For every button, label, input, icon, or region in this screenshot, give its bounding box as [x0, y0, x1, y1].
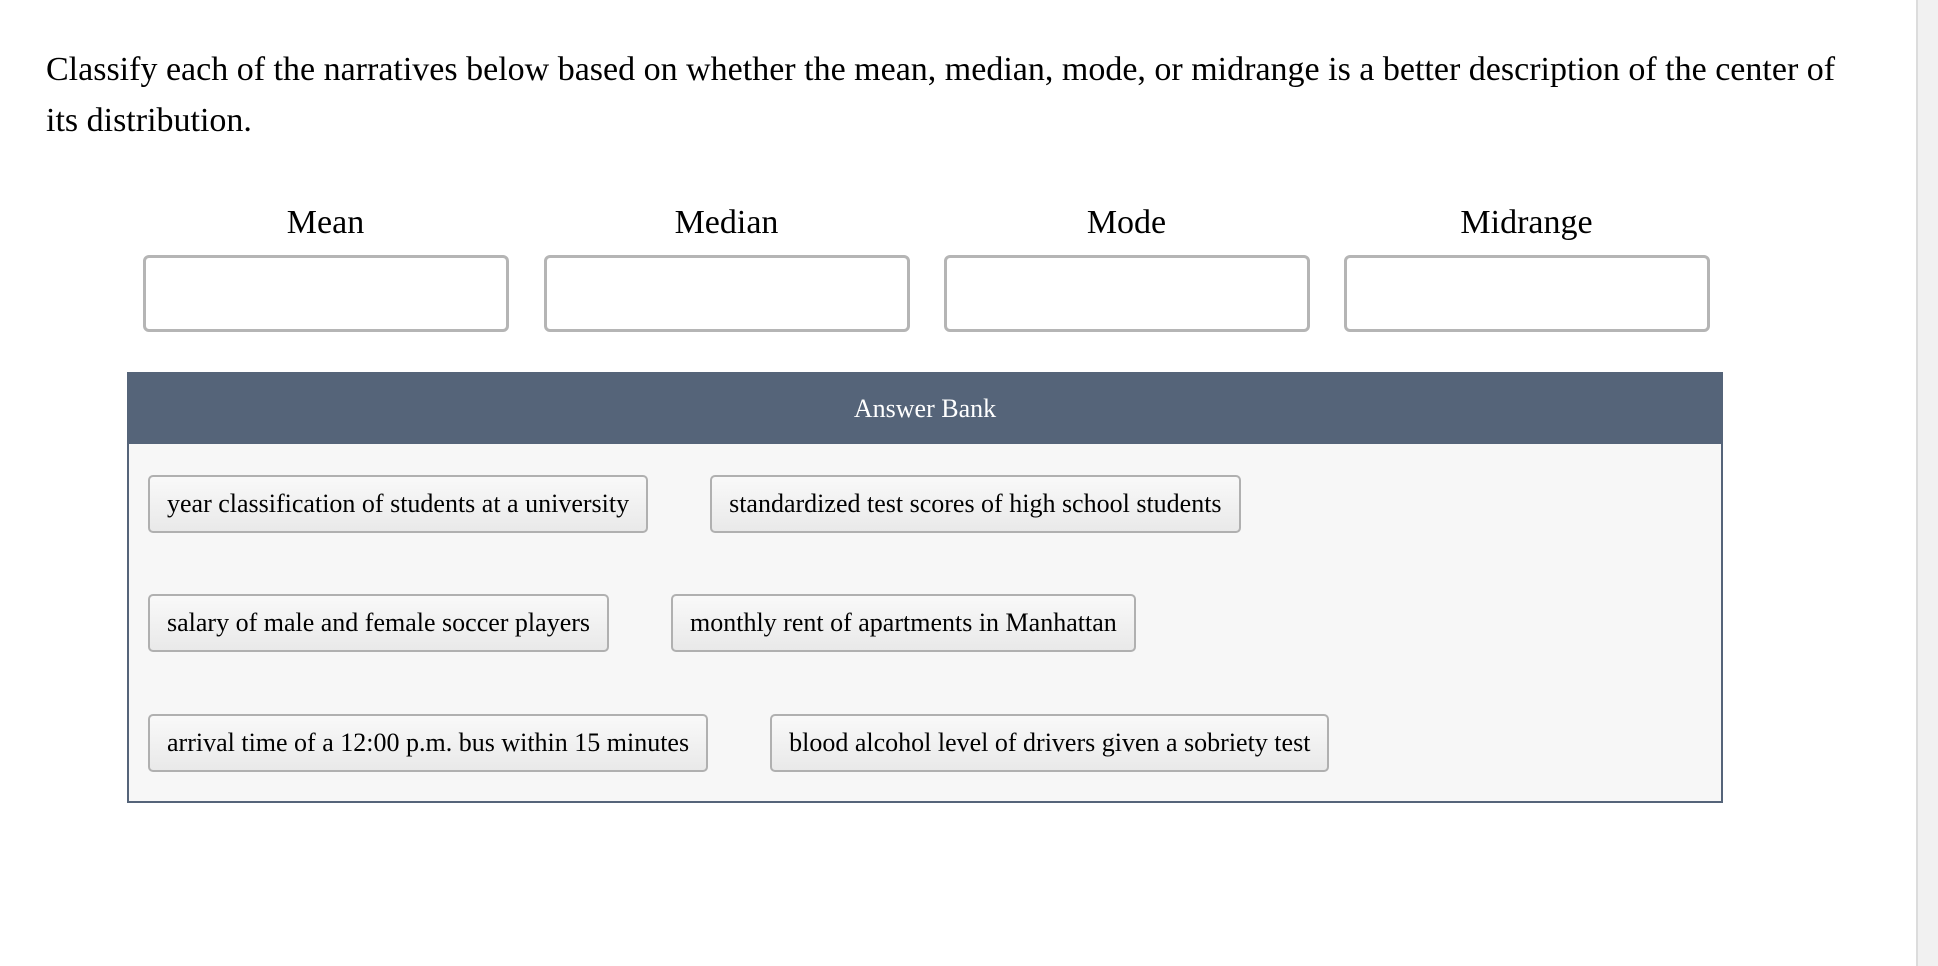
drop-zone-midrange[interactable]	[1344, 255, 1710, 332]
drop-zone-median[interactable]	[544, 255, 910, 332]
drop-zone-mean[interactable]	[143, 255, 509, 332]
target-label-midrange: Midrange	[1460, 204, 1593, 241]
question-prompt: Classify each of the narratives below based on whether the mean, median, mode, or midrange is a better description of the center of its distribution.	[46, 51, 1836, 139]
answer-chip[interactable]: standardized test scores of high school students	[710, 475, 1240, 533]
target-label-mean: Mean	[286, 204, 365, 241]
drop-zone-mode[interactable]	[944, 255, 1310, 332]
target-label-mode: Mode	[1086, 204, 1167, 241]
answer-chip[interactable]: year classification of students at a university	[148, 475, 648, 533]
answer-chip[interactable]: blood alcohol level of drivers given a sobriety test	[770, 714, 1329, 772]
answer-chip[interactable]: salary of male and female soccer players	[148, 594, 609, 652]
scrollbar[interactable]	[1916, 0, 1938, 966]
answer-chip[interactable]: arrival time of a 12:00 p.m. bus within 15 minutes	[148, 714, 708, 772]
answer-bank-title: Answer Bank	[129, 374, 1721, 444]
answer-chip[interactable]: monthly rent of apartments in Manhattan	[671, 594, 1136, 652]
target-label-median: Median	[674, 204, 779, 241]
answer-bank[interactable]	[127, 372, 1723, 803]
